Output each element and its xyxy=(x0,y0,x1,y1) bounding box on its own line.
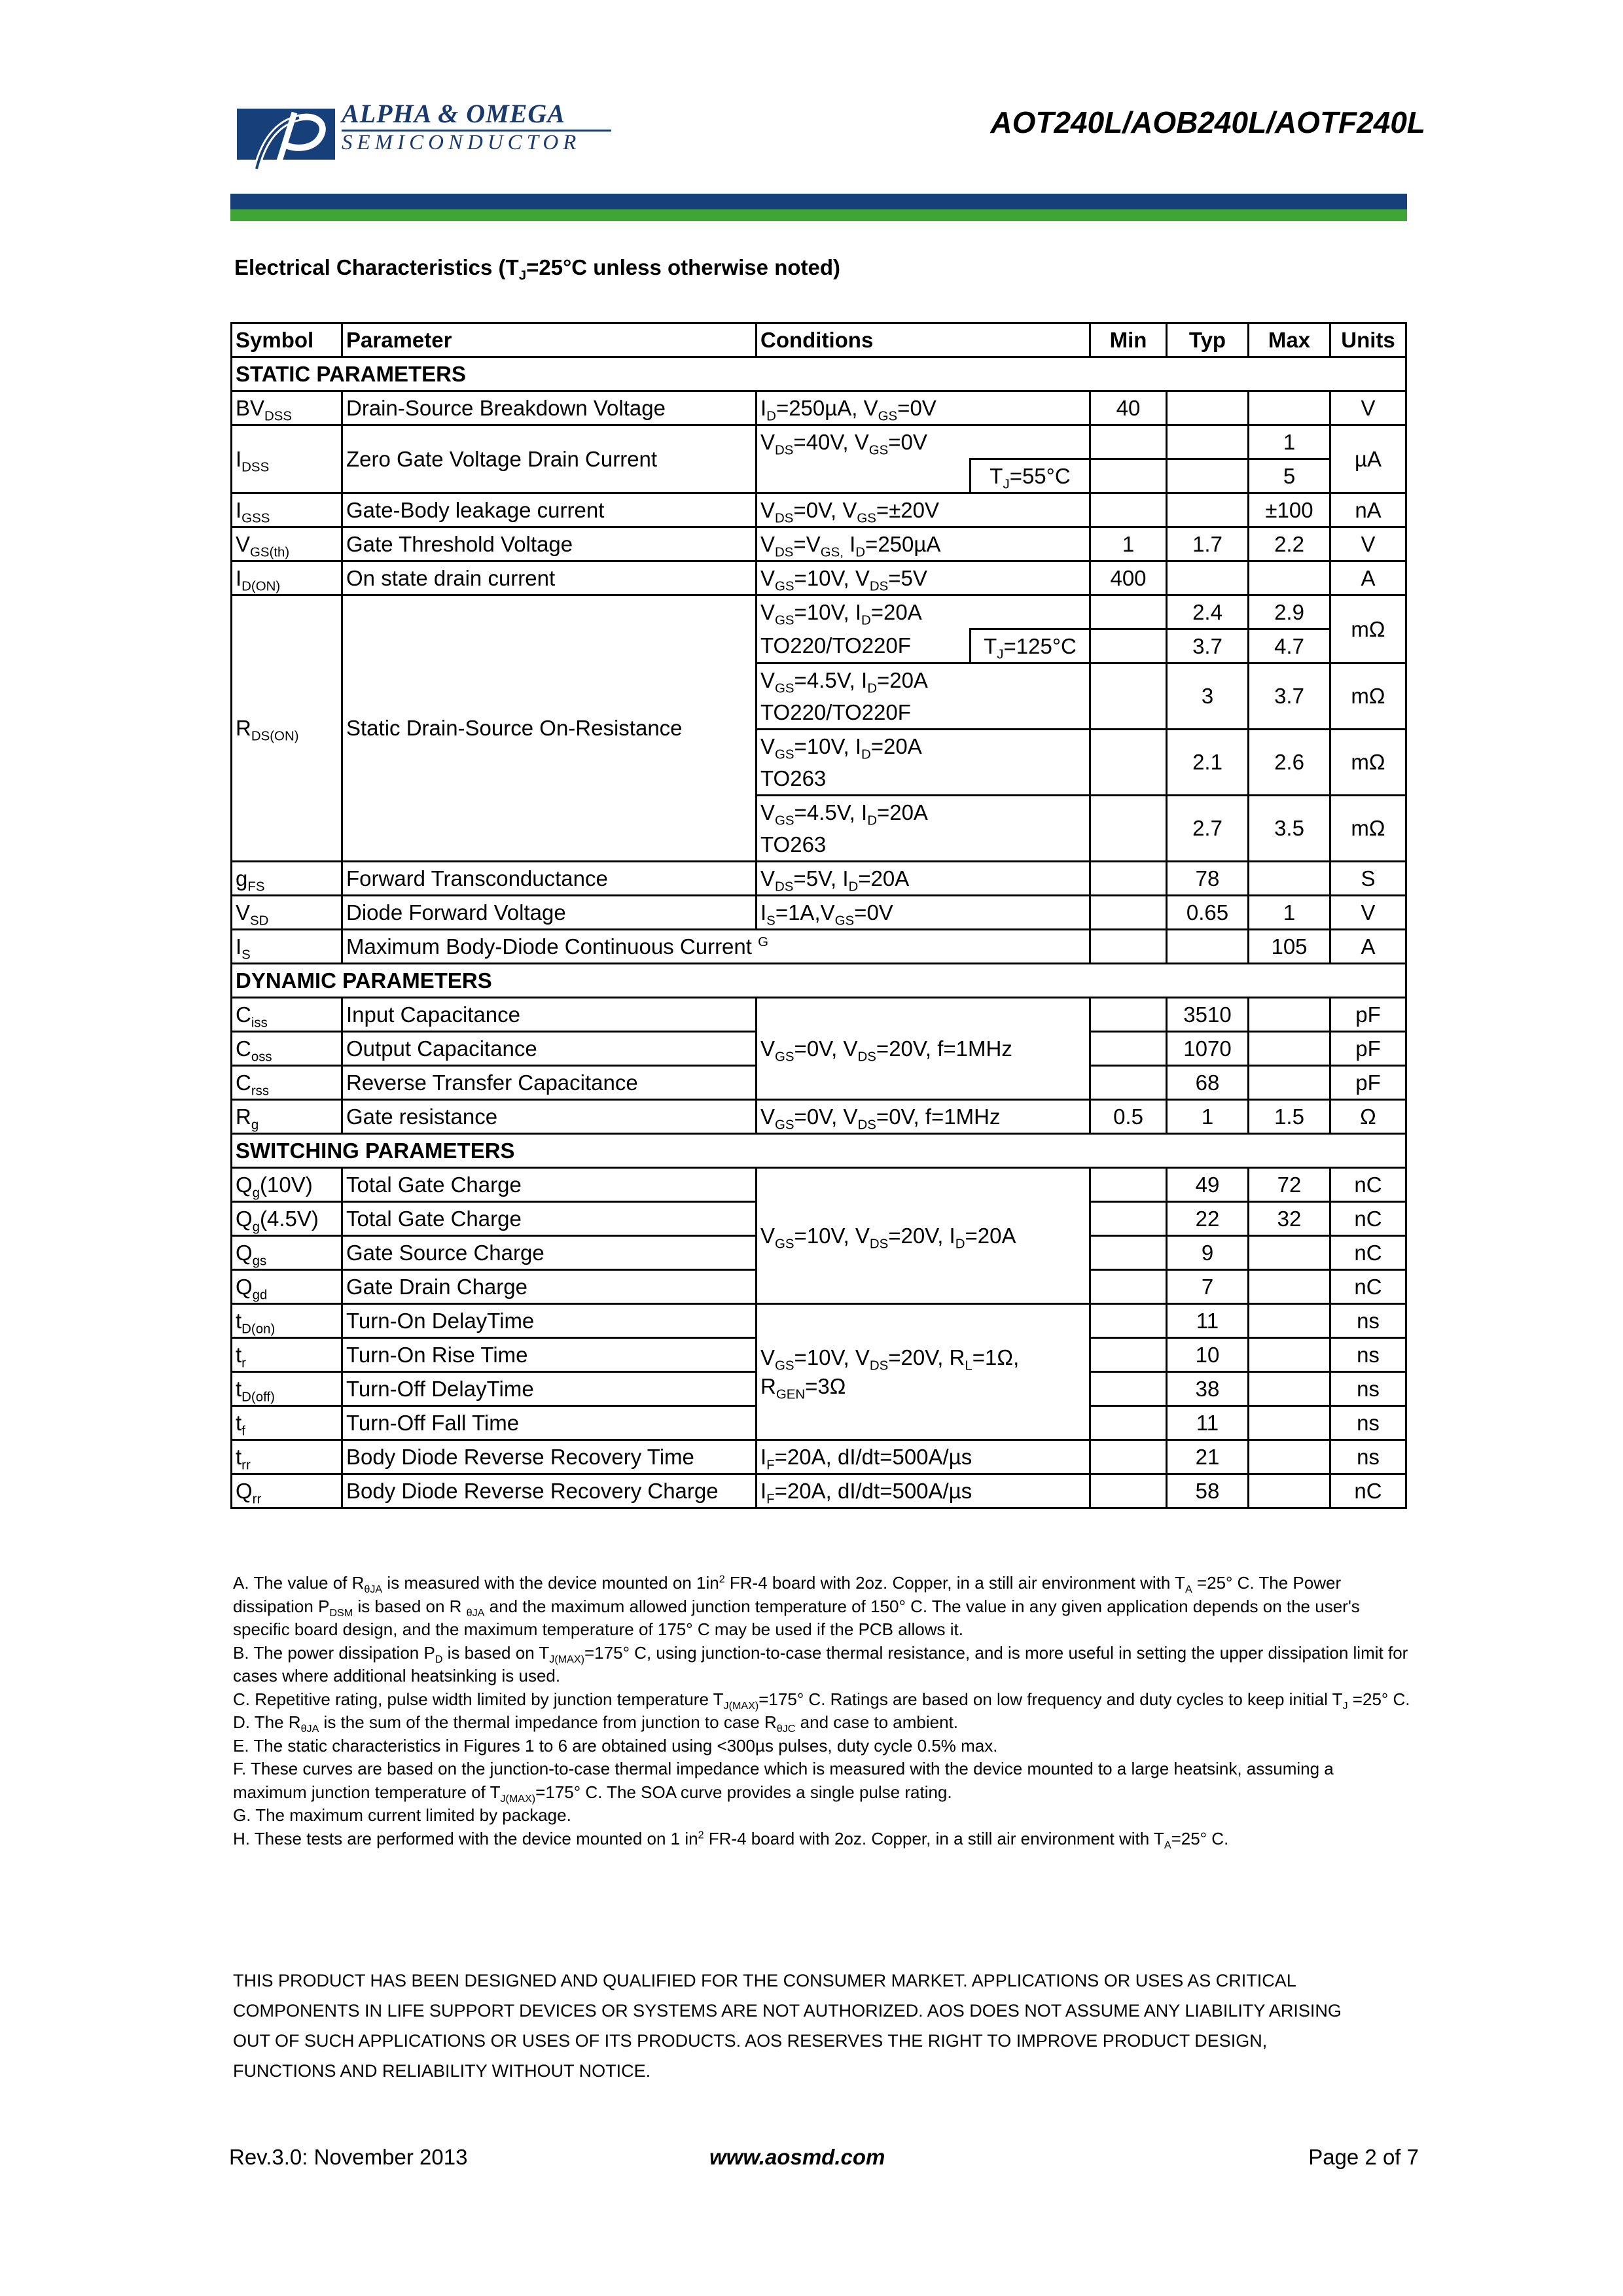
page-number: Page 2 of 7 xyxy=(1308,2145,1419,2169)
unit-cell: nC xyxy=(1330,1474,1406,1508)
min-cell xyxy=(1090,595,1167,629)
conditions-cell: $V_{DS}=40V$, $V_{GS}=0V$ xyxy=(757,425,1090,459)
max-cell xyxy=(1249,998,1330,1032)
table-row xyxy=(232,391,1406,425)
symbol-cell: $R_{DS(ON)}$ xyxy=(232,595,342,862)
min-cell xyxy=(1090,730,1167,796)
unit-cell: mΩ xyxy=(1330,730,1406,796)
table-row xyxy=(232,527,1406,561)
max-cell xyxy=(1249,1304,1330,1338)
footnote: F. These curves are based on the junction-to-case thermal impedance which is measured with the device mounted to a large heatsink, assuming a maximum junction temperature of $T_{J(MAX)}=175^\circ$ C. The SOA curve provides a single pulse rating. xyxy=(233,1759,1334,1805)
unit-cell: nC xyxy=(1330,1236,1406,1270)
typ-cell: 3510 xyxy=(1167,998,1249,1032)
parameter-cell: Turn-Off Fall Time xyxy=(342,1406,757,1440)
min-cell xyxy=(1090,862,1167,896)
part-number-title: AOT240L/AOB240L/AOTF240L xyxy=(990,105,1425,139)
typ-cell: 10 xyxy=(1167,1338,1249,1372)
max-cell xyxy=(1249,1032,1330,1066)
unit-cell: pF xyxy=(1330,1066,1406,1100)
revision-date: Rev.3.0: November 2013 xyxy=(229,2145,468,2169)
unit-cell: A xyxy=(1330,930,1406,964)
header-conditions: Conditions xyxy=(757,323,1090,357)
footnote: H. These tests are performed with the device mounted on 1 $in^2$ FR-4 board with 2oz. Copper, in a still air environment with $T_A=25^\circ$ C. xyxy=(233,1828,1229,1851)
parameter-cell: Maximum Body-Diode Continuous Current $^G$ xyxy=(342,930,1090,964)
symbol-cell: $C_{oss}$ xyxy=(232,1032,342,1066)
symbol-cell: $Q_{gd}$ xyxy=(232,1270,342,1304)
typ-cell: 21 xyxy=(1167,1440,1249,1474)
symbol-cell: $t_{rr}$ xyxy=(232,1440,342,1474)
header-symbol: Symbol xyxy=(232,323,342,357)
symbol-cell: $I_{D(ON)}$ xyxy=(232,561,342,595)
conditions-cell: TO220/TO220F xyxy=(757,696,1090,730)
unit-cell: S xyxy=(1330,862,1406,896)
parameter-cell: Reverse Transfer Capacitance xyxy=(342,1066,757,1100)
parameter-cell: Static Drain-Source On-Resistance xyxy=(342,595,757,862)
unit-cell: nC xyxy=(1330,1168,1406,1202)
min-cell: 40 xyxy=(1090,391,1167,425)
table-row xyxy=(232,896,1406,930)
min-cell xyxy=(1090,1236,1167,1270)
unit-cell: Ω xyxy=(1330,1100,1406,1134)
header-max: Max xyxy=(1249,323,1330,357)
typ-cell: 1070 xyxy=(1167,1032,1249,1066)
typ-cell: 1.7 xyxy=(1167,527,1249,561)
disclaimer-line: FUNCTIONS AND RELIABILITY WITHOUT NOTICE. xyxy=(233,2061,651,2081)
min-cell: 1 xyxy=(1090,527,1167,561)
typ-cell: 0.65 xyxy=(1167,896,1249,930)
parameter-cell: Gate Drain Charge xyxy=(342,1270,757,1304)
website-link[interactable]: www.aosmd.com xyxy=(709,2145,885,2169)
table-row xyxy=(232,1168,1406,1202)
typ-cell: 78 xyxy=(1167,862,1249,896)
typ-cell: 1 xyxy=(1167,1100,1249,1134)
parameter-cell: Input Capacitance xyxy=(342,998,757,1032)
max-cell: 1 xyxy=(1249,425,1330,459)
header-band-blue xyxy=(230,194,1407,209)
conditions-cell: $V_{GS}=10V$, $V_{DS}=20V$, $R_L=1\Omega$, $R_{GEN}=3\Omega$ xyxy=(757,1304,1090,1440)
symbol-cell: $C_{rss}$ xyxy=(232,1066,342,1100)
table-row xyxy=(232,998,1406,1032)
parameter-cell: Body Diode Reverse Recovery Time xyxy=(342,1440,757,1474)
header-band-green xyxy=(230,209,1407,221)
unit-cell: µA xyxy=(1330,425,1406,493)
conditions-cell xyxy=(757,459,971,493)
unit-cell: pF xyxy=(1330,1032,1406,1066)
unit-cell: ns xyxy=(1330,1440,1406,1474)
conditions-cell: $T_J=55^\circ C$ xyxy=(971,459,1090,493)
conditions-cell: $I_S=1A,V_{GS}=0V$ xyxy=(757,896,1090,930)
min-cell xyxy=(1090,1270,1167,1304)
typ-cell xyxy=(1167,425,1249,459)
footnote: E. The static characteristics in Figures 1 to 6 are obtained using <300µs pulses, duty cycle 0.5% max. xyxy=(233,1735,998,1756)
typ-cell: 22 xyxy=(1167,1202,1249,1236)
symbol-cell: $C_{iss}$ xyxy=(232,998,342,1032)
typ-cell: 2.4 xyxy=(1167,595,1249,629)
parameter-cell: Turn-On DelayTime xyxy=(342,1304,757,1338)
min-cell xyxy=(1090,998,1167,1032)
typ-cell xyxy=(1167,930,1249,964)
table-row xyxy=(232,1474,1406,1508)
parameter-cell: Total Gate Charge xyxy=(342,1202,757,1236)
parameter-cell: Zero Gate Voltage Drain Current xyxy=(342,425,757,493)
max-cell xyxy=(1249,1474,1330,1508)
footnote: G. The maximum current limited by package. xyxy=(233,1805,571,1825)
alpha-omega-logo-icon xyxy=(237,103,335,172)
parameter-cell: Total Gate Charge xyxy=(342,1168,757,1202)
max-cell xyxy=(1249,1406,1330,1440)
typ-cell xyxy=(1167,493,1249,527)
min-cell: 0.5 xyxy=(1090,1100,1167,1134)
max-cell xyxy=(1249,1270,1330,1304)
typ-cell: 11 xyxy=(1167,1406,1249,1440)
table-row xyxy=(232,561,1406,595)
brand-subtitle: SEMICONDUCTOR xyxy=(342,131,581,154)
parameter-cell: Drain-Source Breakdown Voltage xyxy=(342,391,757,425)
unit-cell: nA xyxy=(1330,493,1406,527)
max-cell: 2.9 xyxy=(1249,595,1330,629)
unit-cell: mΩ xyxy=(1330,796,1406,862)
min-cell xyxy=(1090,1338,1167,1372)
min-cell xyxy=(1090,1168,1167,1202)
conditions-cell: $I_F=20A$, dI/dt=500A/µs xyxy=(757,1474,1090,1508)
parameter-cell: Gate resistance xyxy=(342,1100,757,1134)
parameter-cell: Turn-Off DelayTime xyxy=(342,1372,757,1406)
min-cell xyxy=(1090,629,1167,663)
conditions-cell: $I_F=20A$, dI/dt=500A/µs xyxy=(757,1440,1090,1474)
table-header-row xyxy=(232,323,1406,357)
typ-cell: 9 xyxy=(1167,1236,1249,1270)
symbol-cell: $V_{SD}$ xyxy=(232,896,342,930)
symbol-cell: $R_g$ xyxy=(232,1100,342,1134)
typ-cell: 2.1 xyxy=(1167,730,1249,796)
unit-cell: ns xyxy=(1330,1372,1406,1406)
table-row xyxy=(232,862,1406,896)
conditions-cell: $V_{GS}=0V$, $V_{DS}=20V$, f=1MHz xyxy=(757,998,1090,1100)
unit-cell: ns xyxy=(1330,1338,1406,1372)
conditions-cell: $V_{GS}=10V$, $V_{DS}=20V$, $I_D=20A$ xyxy=(757,1168,1090,1304)
unit-cell: V xyxy=(1330,527,1406,561)
min-cell xyxy=(1090,1304,1167,1338)
symbol-cell: $I_{DSS}$ xyxy=(232,425,342,493)
header-typ: Typ xyxy=(1167,323,1249,357)
parameter-cell: Diode Forward Voltage xyxy=(342,896,757,930)
min-cell xyxy=(1090,663,1167,730)
typ-cell: 3 xyxy=(1167,663,1249,730)
typ-cell: 2.7 xyxy=(1167,796,1249,862)
symbol-cell: $t_{D(on)}$ xyxy=(232,1304,342,1338)
symbol-cell: $t_{D(off)}$ xyxy=(232,1372,342,1406)
unit-cell: mΩ xyxy=(1330,663,1406,730)
unit-cell: V xyxy=(1330,391,1406,425)
max-cell: ±100 xyxy=(1249,493,1330,527)
section-static: STATIC PARAMETERS xyxy=(232,357,1406,391)
conditions-cell: $I_D=250\mu A$, $V_{GS}=0V$ xyxy=(757,391,1090,425)
disclaimer-line: OUT OF SUCH APPLICATIONS OR USES OF ITS PRODUCTS. AOS RESERVES THE RIGHT TO IMPROVE PRODUCT DESIGN, xyxy=(233,2031,1268,2051)
unit-cell: nC xyxy=(1330,1270,1406,1304)
min-cell xyxy=(1090,425,1167,459)
disclaimer-line: COMPONENTS IN LIFE SUPPORT DEVICES OR SYSTEMS ARE NOT AUTHORIZED. AOS DOES NOT ASSUME ANY LIABILITY ARISING xyxy=(233,2001,1342,2021)
footnote: B. The power dissipation $P_D$ is based on $T_{J(MAX)}=175^\circ$ C, using junction-to-case thermal resistance, and is more useful in setting the upper dissipation limit for cases where additional heatsinking is used. xyxy=(233,1642,1408,1686)
parameter-cell: Body Diode Reverse Recovery Charge xyxy=(342,1474,757,1508)
min-cell xyxy=(1090,1406,1167,1440)
table-row xyxy=(232,930,1406,964)
parameter-cell: Gate Source Charge xyxy=(342,1236,757,1270)
conditions-cell: $V_{GS}=0V$, $V_{DS}=0V$, f=1MHz xyxy=(757,1100,1090,1134)
disclaimer-line: THIS PRODUCT HAS BEEN DESIGNED AND QUALIFIED FOR THE CONSUMER MARKET. APPLICATIONS OR USES AS CRITICAL xyxy=(233,1971,1296,1990)
typ-cell: 58 xyxy=(1167,1474,1249,1508)
unit-cell: ns xyxy=(1330,1406,1406,1440)
header-units: Units xyxy=(1330,323,1406,357)
table-row xyxy=(232,1100,1406,1134)
min-cell xyxy=(1090,1032,1167,1066)
max-cell xyxy=(1249,1236,1330,1270)
max-cell: 3.7 xyxy=(1249,663,1330,730)
max-cell: 4.7 xyxy=(1249,629,1330,663)
max-cell: 2.2 xyxy=(1249,527,1330,561)
unit-cell: pF xyxy=(1330,998,1406,1032)
conditions-cell: $V_{GS}=10V$, $I_D=20A$ xyxy=(757,730,1090,763)
typ-cell: 38 xyxy=(1167,1372,1249,1406)
section-dynamic: DYNAMIC PARAMETERS xyxy=(232,964,1406,998)
min-cell xyxy=(1090,1066,1167,1100)
conditions-cell: $V_{DS}=0V$, $V_{GS}=\pm 20V$ xyxy=(757,493,1090,527)
unit-cell: mΩ xyxy=(1330,595,1406,663)
symbol-cell: $t_f$ xyxy=(232,1406,342,1440)
min-cell xyxy=(1090,1440,1167,1474)
conditions-cell: $V_{DS}=V_{GS,}$ $I_D=250\mu A$ xyxy=(757,527,1090,561)
header-min: Min xyxy=(1090,323,1167,357)
conditions-cell: TO263 xyxy=(757,828,1090,862)
typ-cell: 68 xyxy=(1167,1066,1249,1100)
table-row xyxy=(232,595,1406,629)
symbol-cell: $I_{GSS}$ xyxy=(232,493,342,527)
max-cell: 1 xyxy=(1249,896,1330,930)
footnotes xyxy=(233,1572,1411,1850)
table-row xyxy=(232,493,1406,527)
max-cell: 5 xyxy=(1249,459,1330,493)
unit-cell: ns xyxy=(1330,1304,1406,1338)
brand-name: ALPHA & OMEGA xyxy=(342,99,565,128)
min-cell xyxy=(1090,930,1167,964)
table-row xyxy=(232,1440,1406,1474)
conditions-cell: $V_{GS}=10V$, $I_D=20A$ xyxy=(757,595,1090,629)
min-cell xyxy=(1090,493,1167,527)
typ-cell xyxy=(1167,561,1249,595)
conditions-cell: $T_J=125^\circ C$ xyxy=(971,629,1090,663)
symbol-cell: $V_{GS(th)}$ xyxy=(232,527,342,561)
symbol-cell: $g_{FS}$ xyxy=(232,862,342,896)
conditions-cell: $V_{GS}=4.5V$, $I_D=20A$ xyxy=(757,796,1090,829)
section-switching: SWITCHING PARAMETERS xyxy=(232,1134,1406,1168)
min-cell xyxy=(1090,896,1167,930)
parameter-cell: On state drain current xyxy=(342,561,757,595)
symbol-cell: $Q_{rr}$ xyxy=(232,1474,342,1508)
conditions-cell: $V_{GS}=10V$, $V_{DS}=5V$ xyxy=(757,561,1090,595)
symbol-cell: $t_r$ xyxy=(232,1338,342,1372)
footnote: C. Repetitive rating, pulse width limited by junction temperature $T_{J(MAX)}=175^\circ$ C. Ratings are based on low frequency and duty cycles to keep initial $T_J =25^\circ$ C. xyxy=(233,1689,1410,1712)
symbol-cell: $Q_g(10V)$ xyxy=(232,1168,342,1202)
parameter-cell: Forward Transconductance xyxy=(342,862,757,896)
unit-cell: nC xyxy=(1330,1202,1406,1236)
min-cell: 400 xyxy=(1090,561,1167,595)
max-cell: 72 xyxy=(1249,1168,1330,1202)
max-cell xyxy=(1249,561,1330,595)
min-cell xyxy=(1090,1474,1167,1508)
min-cell xyxy=(1090,1202,1167,1236)
max-cell xyxy=(1249,1440,1330,1474)
conditions-cell: TO263 xyxy=(757,762,1090,796)
unit-cell: A xyxy=(1330,561,1406,595)
min-cell xyxy=(1090,1372,1167,1406)
parameter-cell: Gate-Body leakage current xyxy=(342,493,757,527)
max-cell xyxy=(1249,1338,1330,1372)
disclaimer xyxy=(233,1966,1411,2086)
conditions-cell: $V_{DS}=5V$, $I_D=20A$ xyxy=(757,862,1090,896)
typ-cell: 11 xyxy=(1167,1304,1249,1338)
typ-cell xyxy=(1167,391,1249,425)
typ-cell: 7 xyxy=(1167,1270,1249,1304)
symbol-cell: $Q_{gs}$ xyxy=(232,1236,342,1270)
parameter-cell: Output Capacitance xyxy=(342,1032,757,1066)
max-cell xyxy=(1249,862,1330,896)
max-cell: 32 xyxy=(1249,1202,1330,1236)
electrical-characteristics-table xyxy=(230,322,1407,1509)
symbol-cell: $BV_{DSS}$ xyxy=(232,391,342,425)
section-title: Electrical Characteristics ($T_J=25^\circ C$ unless otherwise noted) xyxy=(234,255,840,283)
unit-cell: V xyxy=(1330,896,1406,930)
table-row xyxy=(232,1304,1406,1338)
symbol-cell: $I_S$ xyxy=(232,930,342,964)
min-cell xyxy=(1090,459,1167,493)
table-row xyxy=(232,425,1406,459)
header-parameter: Parameter xyxy=(342,323,757,357)
typ-cell: 3.7 xyxy=(1167,629,1249,663)
symbol-cell: $Q_g(4.5V)$ xyxy=(232,1202,342,1236)
parameter-cell: Gate Threshold Voltage xyxy=(342,527,757,561)
conditions-cell: $V_{GS}=4.5V$, $I_D=20A$ xyxy=(757,663,1090,697)
footnote: D. The $R_{\theta JA}$ is the sum of the thermal impedance from junction to case $R_{\theta JC}$ and case to ambient. xyxy=(233,1712,959,1735)
conditions-cell: TO220/TO220F xyxy=(757,629,971,663)
min-cell xyxy=(1090,796,1167,862)
footnote: A. The value of $R_{\theta JA}$ is measured with the device mounted on $1in^2$ FR-4 board with 2oz. Copper, in a still air environment with $T_A =25^\circ$ C. The Power dissipation $P_{DSM}$ is based on R $_{\theta JA}$ and the maximum allowed junction temperature of 150° C. The value in any given application depends on the user's specific board design, and the maximum temperature of 175° C may be used if the PCB allows it. xyxy=(233,1573,1360,1639)
typ-cell xyxy=(1167,459,1249,493)
max-cell xyxy=(1249,1066,1330,1100)
max-cell xyxy=(1249,1372,1330,1406)
max-cell xyxy=(1249,391,1330,425)
max-cell: 3.5 xyxy=(1249,796,1330,862)
max-cell: 105 xyxy=(1249,930,1330,964)
typ-cell: 49 xyxy=(1167,1168,1249,1202)
max-cell: 1.5 xyxy=(1249,1100,1330,1134)
parameter-cell: Turn-On Rise Time xyxy=(342,1338,757,1372)
max-cell: 2.6 xyxy=(1249,730,1330,796)
